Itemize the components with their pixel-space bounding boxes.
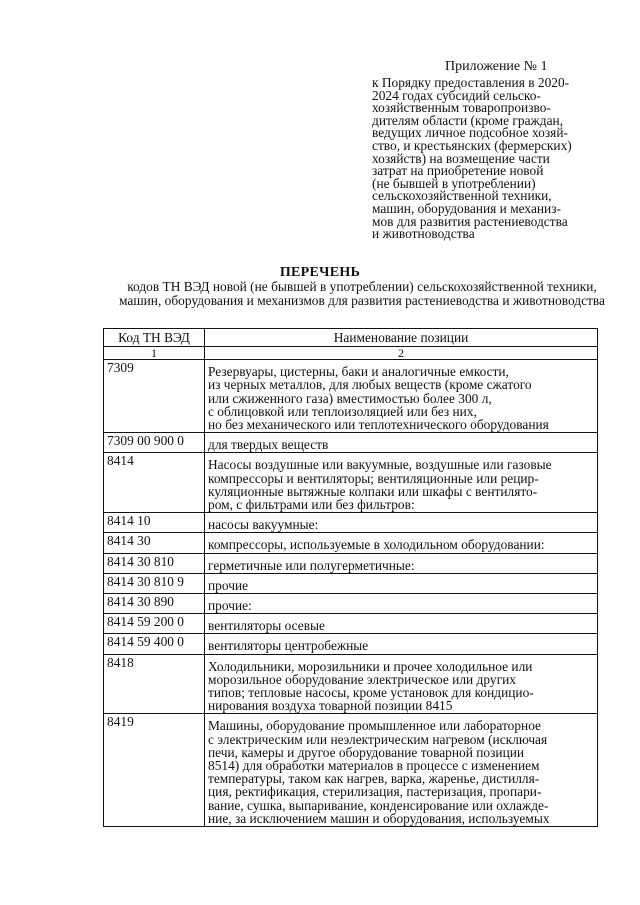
- table-row: [104, 573, 598, 593]
- table-row: [104, 533, 598, 553]
- row-code: 8414: [104, 453, 205, 513]
- row-name: Машины, оборудование промышленное или лабораторное с электрическим или неэлектрическим нагревом (исключая печи, камеры и другое оборудование товарной позиции 8514) для обработки материалов в процессе с изменением температуры, таком как нагрев, варка, жаренье, дистилля- ция, ректификация, стерилизация, пастеризация, пропари- вание, сушка, выпаривание, конденсирование или охлажде- ние, за исключением машин и оборудования, используемых: [205, 714, 598, 827]
- index-col-2: 2: [205, 347, 598, 360]
- document-subtitle: кодов ТН ВЭД новой (не бывшей в употреблении) сельскохозяйственной техники, машин, оборудования и механизмов для развития растениеводства и животноводства: [119, 279, 605, 308]
- table-row: [104, 594, 598, 614]
- table-index-row: [104, 347, 598, 360]
- row-name: Насосы воздушные или вакуумные, воздушные или газовые компрессоры и вентиляторы; вентиляционные или рецир- куляционные вытяжные колпаки или шкафы с вентилято- ром, с фильтрами или без фильтров:: [205, 453, 598, 513]
- table-row: [104, 453, 598, 513]
- row-code: 8414 30 810 9: [104, 573, 205, 593]
- row-code: 7309: [104, 360, 205, 433]
- row-name: прочие: [205, 573, 598, 593]
- row-code: 7309 00 900 0: [104, 433, 205, 453]
- table-row: [104, 654, 598, 714]
- row-code: 8414 30 890: [104, 594, 205, 614]
- table-header-row: [104, 329, 598, 347]
- header-code: Код ТН ВЭД: [104, 329, 205, 347]
- row-code: 8414 59 200 0: [104, 614, 205, 634]
- appendix-note: к Порядку предоставления в 2020- 2024 годах субсидий сельско- хозяйственным товаропроизво- дителям области (кроме граждан, ведущих личное подсобное хозяй- ство, и крестьянских (фермерских) хозяйств) на возмещение части затрат на приобретение новой (не бывшей в употреблении) сельскохозяйственной техники, машин, оборудования и механиз- мов для развития растениеводства и животноводства: [372, 75, 572, 242]
- table-row: [104, 513, 598, 533]
- row-name: Холодильники, морозильники и прочее холодильное или морозильное оборудование электрическое или других типов; тепловые насосы, кроме установок для кондицио- нирования воздуха товарной позиции 8415: [205, 654, 598, 714]
- row-name: вентиляторы центробежные: [205, 634, 598, 654]
- table-row: [104, 634, 598, 654]
- table-row: [104, 614, 598, 634]
- document-title: ПЕРЕЧЕНЬ: [279, 265, 361, 280]
- table-row: [104, 714, 598, 827]
- row-code: 8419: [104, 714, 205, 827]
- row-code: 8414 59 400 0: [104, 634, 205, 654]
- row-code: 8414 30 810: [104, 553, 205, 573]
- row-name: Резервуары, цистерны, баки и аналогичные емкости, из черных металлов, для любых веществ (кроме сжатого или сжиженного газа) вместимостью более 300 л, с облицовкой или теплоизоляцией или без них, но без механического или теплотехнического оборудования: [205, 360, 598, 433]
- table-row: [104, 360, 598, 433]
- codes-table: [103, 328, 598, 827]
- row-name: прочие:: [205, 594, 598, 614]
- appendix-number: Приложение № 1: [445, 59, 548, 74]
- row-name: насосы вакуумные:: [205, 513, 598, 533]
- table-row: [104, 433, 598, 453]
- row-name: компрессоры, используемые в холодильном оборудовании:: [205, 533, 598, 553]
- row-code: 8414 10: [104, 513, 205, 533]
- table-row: [104, 553, 598, 573]
- index-col-1: 1: [104, 347, 205, 360]
- row-name: для твердых веществ: [205, 433, 598, 453]
- row-code: 8414 30: [104, 533, 205, 553]
- row-code: 8418: [104, 654, 205, 714]
- header-name: Наименование позиции: [205, 329, 598, 347]
- row-name: герметичные или полугерметичные:: [205, 553, 598, 573]
- row-name: вентиляторы осевые: [205, 614, 598, 634]
